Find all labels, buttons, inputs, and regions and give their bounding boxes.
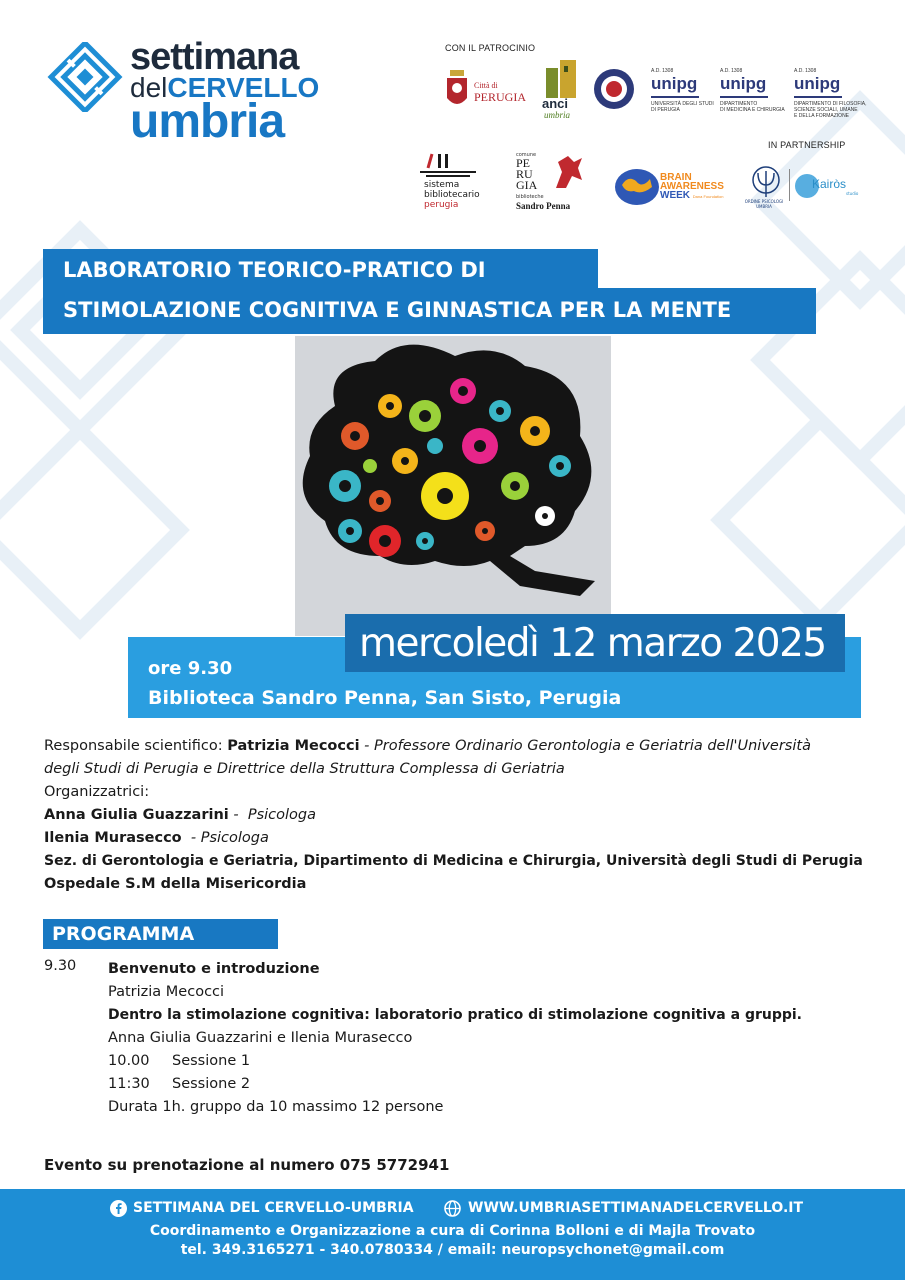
program-item-2: Dentro la stimolazione cognitiva: laboratorio pratico di stimolazione cognitiva a gruppi.: [108, 1007, 802, 1023]
kairos-name: Kairòs: [812, 177, 847, 191]
patrocinio-label: CON IL PATROCINIO: [445, 43, 536, 53]
logo-line2b: CERVELLO: [167, 72, 320, 103]
event-place: Biblioteca Sandro Penna, San Sisto, Perugia: [148, 687, 622, 709]
org2-role: - Psicologa: [181, 830, 269, 846]
penna-top: comune: [516, 152, 537, 158]
event-time: ore 9.30: [148, 658, 233, 679]
ordine-medici-seal-icon: [593, 68, 635, 110]
brain-gears-icon: [295, 336, 611, 636]
brain-awareness-week-logo: [614, 165, 724, 209]
brain-gears-image: [295, 336, 611, 636]
footer-website-link[interactable]: WWW.UMBRIASETTIMANADELCERVELLO.IT: [468, 1200, 804, 1216]
booking-note: Evento su prenotazione al numero 075 5772941: [44, 1156, 450, 1174]
griffin-icon: [552, 152, 586, 192]
perugia-crest-icon: [444, 66, 470, 112]
unipg-name: unipg: [720, 74, 767, 93]
sistema-icon: [418, 152, 478, 178]
org1-name: Anna Giulia Guazzarini: [44, 807, 229, 823]
program-list: [108, 958, 868, 1119]
facebook-icon: [110, 1200, 127, 1217]
resp-label: Responsabile scientifico:: [44, 738, 223, 754]
brain-l1: BRAIN: [660, 172, 692, 183]
unipg-logo-1: [651, 68, 716, 113]
partnership-logos: [740, 165, 865, 209]
biblioteca-penna-logo: [516, 152, 588, 212]
event-date: mercoledì 12 marzo 2025: [359, 620, 826, 666]
psi-symbol-icon: [746, 165, 786, 199]
unipg-ad: A.D. 1308: [794, 68, 817, 74]
unipg-sub: UNIVERSITÀ DEGLI STUDI: [651, 101, 714, 107]
footer-facebook-link[interactable]: SETTIMANA DEL CERVELLO-UMBRIA: [133, 1200, 414, 1216]
brain-l3: WEEK: [660, 190, 690, 201]
resp-role-2: degli Studi di Perugia e Direttrice della Struttura Complessa di Geriatria: [44, 761, 565, 777]
perugia-name: PERUGIA: [474, 90, 527, 104]
globe-icon: [444, 1200, 461, 1217]
sistema-l3: perugia: [424, 200, 459, 210]
footer-contacts: tel. 349.3165271 - 340.0780334 / email: neuropsychonet@gmail.com: [180, 1242, 725, 1258]
partnership-label: IN PARTNERSHIP: [768, 140, 846, 150]
title-line1: LABORATORIO TEORICO-PRATICO DI: [63, 258, 486, 282]
kairos-sub: studio: [846, 191, 859, 196]
org-label: Organizzatrici:: [44, 784, 150, 800]
session-2-label: Sessione 2: [172, 1076, 251, 1092]
event-date-band: [345, 614, 845, 672]
resp-name: Patrizia Mecocci: [227, 738, 360, 754]
unipg-ad: A.D. 1308: [720, 68, 743, 74]
unipg-sub: DI MEDICINA E CHIRURGIA: [720, 107, 785, 113]
affiliation-2: Ospedale S.M della Misericordia: [44, 876, 307, 892]
sistema-l2: bibliotecario: [424, 190, 480, 200]
sistema-l1: sistema: [424, 180, 460, 190]
session-2-time: 11:30: [108, 1076, 150, 1092]
unipg-sub: DI PERUGIA: [651, 107, 680, 113]
people-section: [44, 735, 874, 896]
footer-coordination: Coordinamento e Organizzazione a cura di Corinna Bolloni e di Majla Trovato: [149, 1223, 756, 1239]
perugia-small: Città di: [474, 81, 498, 90]
org2-name: Ilenia Murasecco: [44, 830, 182, 846]
footer: [0, 1189, 905, 1280]
penna-l2: RU: [516, 167, 533, 181]
unipg-logo-2: [720, 68, 790, 113]
unipg-sub: DIPARTIMENTO: [720, 101, 758, 107]
anci-sub: umbria: [544, 110, 571, 120]
penna-sub: biblioteche: [516, 194, 544, 200]
resp-role-1: - Professore Ordinario Gerontologia e Geriatria dell'Università: [359, 738, 811, 754]
title-line2: STIMOLAZIONE COGNITIVA E GINNASTICA PER LA MENTE: [63, 298, 732, 322]
session-1-label: Sessione 1: [172, 1053, 251, 1069]
unipg-sub: SCIENZE SOCIALI, UMANE: [794, 107, 858, 113]
unipg-name: unipg: [794, 74, 841, 93]
program-item-1: Benvenuto e introduzione: [108, 961, 320, 977]
program-item-2-by: Anna Giulia Guazzarini e Ilenia Murasecco: [108, 1030, 413, 1046]
program-heading: PROGRAMMA: [43, 919, 278, 949]
sistema-bibliotecario-logo: [418, 152, 488, 212]
title-line1-band: [43, 249, 598, 289]
anci-tower-icon: [542, 58, 582, 98]
unipg-name: unipg: [651, 74, 698, 93]
affiliation-1: Sez. di Gerontologia e Geriatria, Dipartimento di Medicina e Chirurgia, Università degli Studi di Perugia: [44, 853, 863, 869]
anci-umbria-logo: [542, 58, 582, 120]
penna-l3: GIA: [516, 178, 538, 192]
title-line2-band: [43, 288, 816, 334]
unipg-sub: E DELLA FORMAZIONE: [794, 113, 850, 119]
psi-sub: ORDINE PSICOLOGI UMBRIA: [744, 199, 784, 209]
program-time-1: 9.30: [44, 958, 77, 974]
brain-sub: Dana Foundation: [692, 194, 724, 199]
logo-maze-icon: [44, 42, 126, 112]
unipg-ad: A.D. 1308: [651, 68, 674, 74]
penna-name: Sandro Penna: [516, 201, 571, 211]
program-item-1-by: Patrizia Mecocci: [108, 984, 225, 1000]
logo-line1: settimana: [130, 36, 299, 78]
logo-line3: umbria: [130, 95, 285, 148]
penna-l1: PE: [516, 156, 531, 170]
org1-role: - Psicologa: [228, 807, 316, 823]
comune-perugia-logo: [444, 66, 534, 112]
session-1-time: 10.00: [108, 1053, 150, 1069]
brain-world-icon: [614, 165, 660, 209]
unipg-sub: DIPARTIMENTO DI FILOSOFIA,: [794, 101, 867, 107]
anci-name: anci: [542, 96, 569, 111]
brain-l2: AWARENESS: [660, 181, 724, 192]
logo-line2a: del: [130, 72, 168, 103]
unipg-logo-3: [794, 68, 874, 119]
program-duration: Durata 1h. gruppo da 10 massimo 12 persone: [108, 1099, 444, 1115]
